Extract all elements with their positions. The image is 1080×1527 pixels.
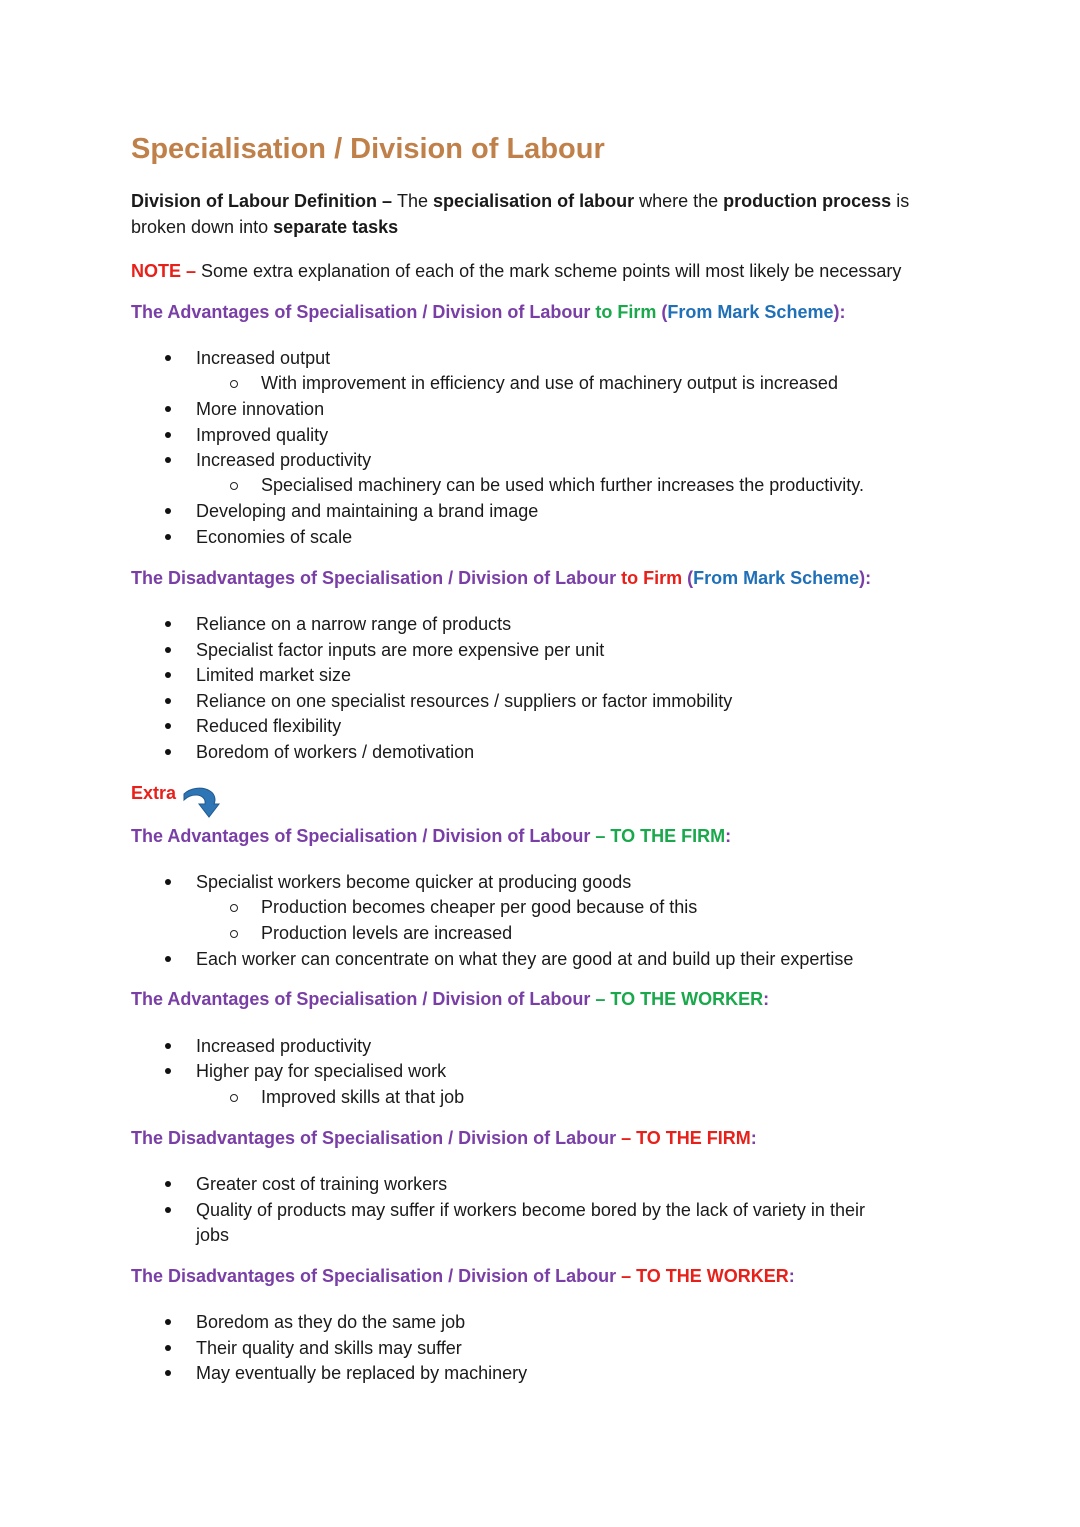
bullet-icon	[165, 1043, 171, 1049]
bullet-icon	[165, 1319, 171, 1325]
section-heading-advantages-mark-scheme	[131, 302, 845, 323]
sub-list-item: Improved skills at that job	[261, 1087, 465, 1107]
list-item: Increased productivity	[196, 1036, 372, 1056]
bullet-icon	[165, 956, 171, 962]
heading-part: :	[725, 826, 732, 846]
definition-text: where the	[634, 191, 724, 211]
sub-bullet-icon	[230, 904, 238, 912]
heading-part: to Firm	[621, 568, 688, 588]
definition-bold: separate tasks	[273, 217, 399, 237]
heading-part: :	[763, 989, 770, 1009]
list-item: Boredom as they do the same job	[196, 1312, 466, 1332]
bullet-icon	[165, 1370, 171, 1376]
list-item: Boredom of workers / demotivation	[196, 742, 475, 762]
list-item: Improved quality	[196, 425, 329, 445]
sub-list-item: With improvement in efficiency and use of machinery output is increased	[261, 373, 838, 393]
list-item: Quality of products may suffer if workers become bored by the lack of variety in their	[196, 1200, 865, 1220]
heading-part: :	[788, 1266, 795, 1286]
heading-part: – TO THE WORKER	[621, 1266, 789, 1286]
list-item: Developing and maintaining a brand image	[196, 501, 539, 521]
list-item: May eventually be replaced by machinery	[196, 1363, 528, 1383]
list-item: Reduced flexibility	[196, 716, 342, 736]
sub-list-item: Production levels are increased	[261, 923, 513, 943]
bullet-icon	[165, 672, 171, 678]
section-heading-advantages-worker	[131, 989, 769, 1010]
heading-part: The Advantages of Specialisation / Division of Labour	[131, 826, 596, 846]
list-item: Specialist workers become quicker at producing goods	[196, 872, 632, 892]
sub-list-item: Production becomes cheaper per good because of this	[261, 897, 698, 917]
bullet-icon	[165, 457, 171, 463]
bullet-icon	[165, 723, 171, 729]
bullet-icon	[165, 355, 171, 361]
bullet-icon	[165, 1181, 171, 1187]
bullet-icon	[165, 432, 171, 438]
sub-list-item: Specialised machinery can be used which further increases the productivity.	[261, 475, 864, 495]
sub-bullet-icon	[230, 482, 238, 490]
sub-bullet-icon	[230, 930, 238, 938]
page-title: Specialisation / Division of Labour	[131, 133, 605, 165]
bullet-icon	[165, 1068, 171, 1074]
definition-term: Division of Labour Definition	[131, 191, 377, 211]
list-item: Each worker can concentrate on what they are good at and build up their expertise	[196, 949, 854, 969]
note-text: Some extra explanation of each of the mark scheme points will most likely be necessary	[201, 261, 902, 281]
note	[131, 258, 901, 284]
list-item: Greater cost of training workers	[196, 1174, 448, 1194]
extra-label: Extra	[131, 783, 177, 803]
list-item: Increased productivity	[196, 450, 372, 470]
section-heading-disadvantages-mark-scheme	[131, 568, 871, 589]
bullet-icon	[165, 647, 171, 653]
section-heading-disadvantages-worker	[131, 1266, 795, 1287]
list-item: Specialist factor inputs are more expensive per unit	[196, 640, 605, 660]
bullet-icon	[165, 698, 171, 704]
heading-part: The Disadvantages of Specialisation / Division of Labour	[131, 1266, 622, 1286]
note-label: NOTE –	[131, 261, 202, 281]
definition-line-1	[131, 188, 909, 214]
bullet-icon	[165, 621, 171, 627]
list-item: Higher pay for specialised work	[196, 1061, 447, 1081]
definition-line-2	[131, 214, 398, 240]
bullet-icon	[165, 534, 171, 540]
bullet-icon	[165, 406, 171, 412]
heading-part: The Disadvantages of Specialisation / Division of Labour	[131, 1128, 622, 1148]
section-heading-advantages-firm	[131, 826, 731, 847]
bullet-icon	[165, 1345, 171, 1351]
bullet-icon	[165, 1207, 171, 1213]
section-heading-disadvantages-firm	[131, 1128, 757, 1149]
list-item-continuation: jobs	[196, 1225, 230, 1245]
list-item: Reliance on a narrow range of products	[196, 614, 512, 634]
heading-part: to Firm	[595, 302, 662, 322]
definition-text: broken down into	[131, 217, 274, 237]
sub-bullet-icon	[230, 1094, 238, 1102]
bullet-icon	[165, 508, 171, 514]
list-item: Economies of scale	[196, 527, 353, 547]
definition-text: The	[397, 191, 434, 211]
heading-part: The Disadvantages of Specialisation / Division of Labour	[131, 568, 622, 588]
list-item: Reliance on one specialist resources / suppliers or factor immobility	[196, 691, 733, 711]
heading-part: From Mark Scheme	[667, 302, 834, 322]
heading-part: (	[661, 302, 668, 322]
heading-part: The Advantages of Specialisation / Division of Labour	[131, 989, 596, 1009]
heading-part: ):	[833, 302, 846, 322]
heading-part: – TO THE FIRM	[621, 1128, 751, 1148]
heading-part: The Advantages of Specialisation / Division of Labour	[131, 302, 596, 322]
definition-text: is	[891, 191, 910, 211]
heading-part: :	[750, 1128, 757, 1148]
bullet-icon	[165, 879, 171, 885]
heading-part: (	[687, 568, 694, 588]
bullet-icon	[165, 749, 171, 755]
heading-part: ):	[859, 568, 872, 588]
list-item: Their quality and skills may suffer	[196, 1338, 462, 1358]
definition-bold: specialisation of labour	[433, 191, 635, 211]
list-item: More innovation	[196, 399, 325, 419]
heading-part: From Mark Scheme	[693, 568, 860, 588]
definition-dash: –	[377, 191, 398, 211]
heading-part: – TO THE WORKER	[595, 989, 764, 1009]
curved-arrow-down-icon	[182, 782, 224, 822]
list-item: Limited market size	[196, 665, 352, 685]
heading-part: – TO THE FIRM	[595, 826, 726, 846]
definition-bold: production process	[723, 191, 892, 211]
list-item: Increased output	[196, 348, 331, 368]
sub-bullet-icon	[230, 380, 238, 388]
